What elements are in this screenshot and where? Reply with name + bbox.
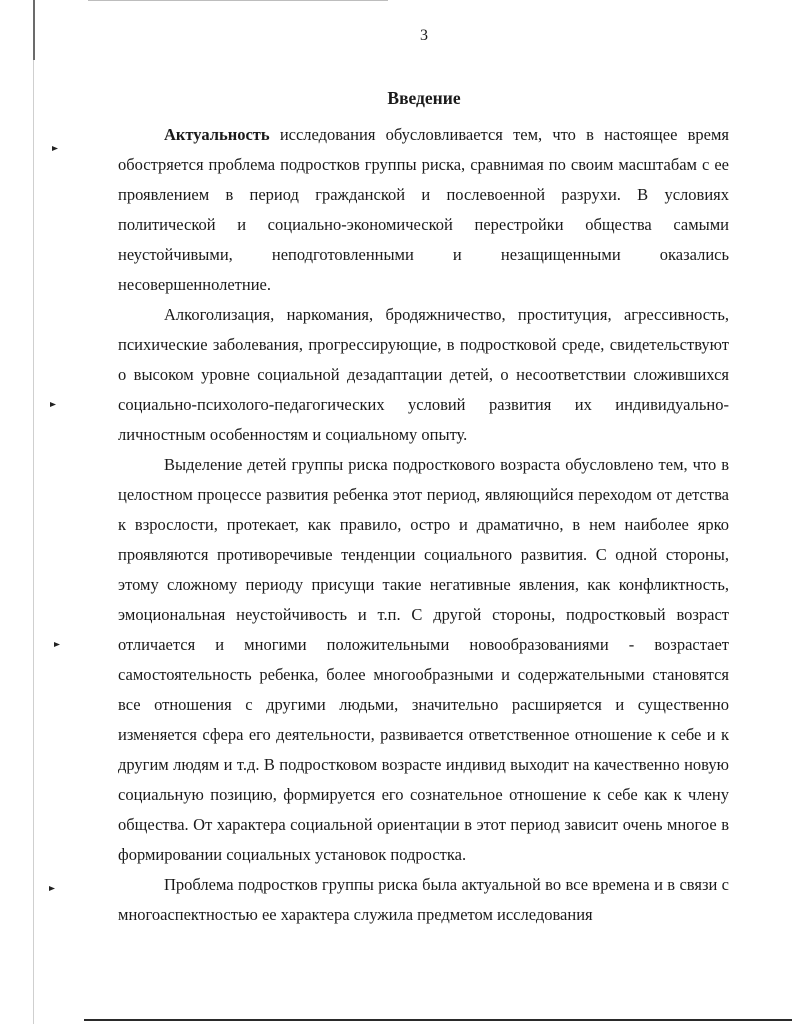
paragraph-lead-term: Актуальность: [164, 125, 270, 144]
binding-mark: [50, 402, 56, 407]
paragraph: Алкоголизация, наркомания, бродяжничество, проституция, агрессивность, психические заболевания, прогрессирующие, в подростковой среде, свидетельствуют о высоком уровне социальной дезадаптации детей, о несоответствии сложившихся социально-психолого-педагогических условий развития их индивидуально- личностным особенностям и социальному опыту.: [118, 305, 729, 444]
section-heading: Введение: [387, 88, 461, 108]
paragraph: [118, 120, 729, 300]
paragraph: Проблема подростков группы риска была актуальной во все времена и в связи с многоаспектностью ее характера служила предметом исследования: [118, 875, 729, 924]
document-body: [118, 120, 729, 930]
page-left-edge: [33, 0, 34, 1024]
scan-artifact-bottom-line: [84, 1019, 792, 1021]
binding-mark: [49, 886, 55, 891]
paragraph: Выделение детей группы риска подросткового возраста обусловлено тем, что в целостном процессе развития ребенка этот период, являющийся переходом от детства к взрослости, протекает, как правило, остро и драматично, в нем наиболее ярко проявляются противоречивые тенденции социального развития. С одной стороны, этому сложному периоду присущи такие негативные явления, как конфликтность, эмоциональная неустойчивость и т.п. С другой стороны, подростковый возраст отличается и многими положительными новообразованиями - возрастает самостоятельность ребенка, более многообразными и содержательными становятся все отношения с другими людьми, значительно расширяется и существенно изменяется сфера его деятельности, развивается ответственное отношение к себе и к другим людям и т.д. В подростковом возрасте индивид выходит на качественно новую социальную позицию, формируется его сознательное отношение к себе как к члену общества. От характера социальной ориентации в этот период зависит очень многое в формировании социальных установок подростка.: [118, 455, 729, 864]
binding-mark: [52, 146, 58, 151]
scan-artifact-top-line: [88, 0, 388, 1]
paragraph-text: исследования обусловливается тем, что в настоящее время обостряется проблема подростков группы риска, сравнимая по своим масштабам с ее проявлением в период гражданской и послевоенной разрухи. В условиях политической и социально-экономической перестройки общества самыми неустойчивыми, неподготовленными и незащищенными оказались несовершеннолетние.: [118, 125, 729, 294]
page-number: 3: [420, 27, 428, 44]
binding-mark: [54, 642, 60, 647]
